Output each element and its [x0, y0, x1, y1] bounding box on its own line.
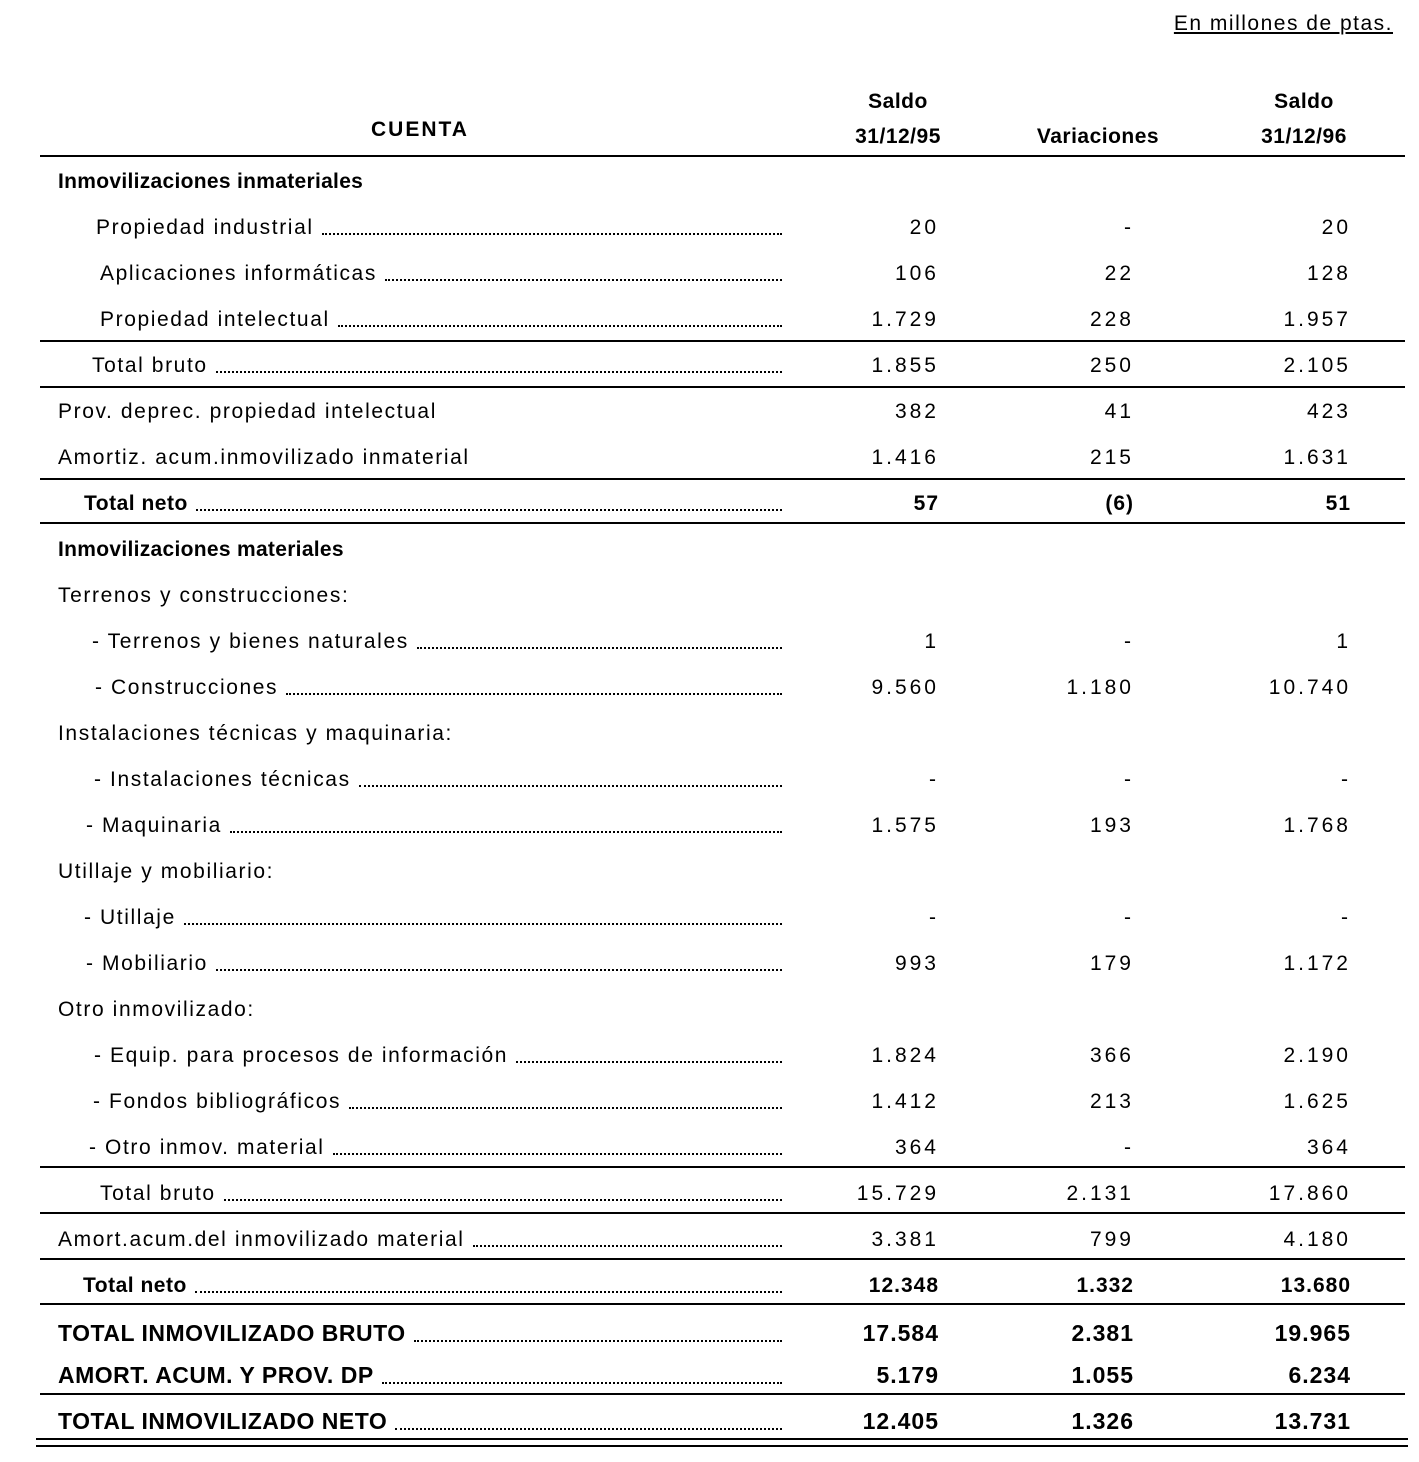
- table-rule: [40, 522, 1405, 524]
- table-row: [0, 712, 1419, 758]
- row-value-c2: 179: [1089, 952, 1134, 975]
- table-row: [0, 804, 1419, 850]
- row-value-c2: (6): [1105, 492, 1134, 515]
- row-value-c2: -: [1124, 630, 1134, 653]
- table-row: [0, 1080, 1419, 1126]
- row-label-text: Instalaciones técnicas y maquinaria:: [58, 722, 453, 745]
- row-value-c1: 3.381: [871, 1228, 939, 1251]
- row-value-c1: 5.179: [876, 1362, 939, 1388]
- table-row: [0, 436, 1419, 482]
- row-label: [58, 952, 782, 976]
- row-label-text: Propiedad intelectual: [100, 308, 330, 331]
- dot-leader: [473, 1245, 782, 1247]
- row-label-text: - Otro inmov. material: [89, 1136, 325, 1159]
- row-label: [58, 676, 782, 700]
- table-rule: [40, 1212, 1405, 1214]
- row-value-c3: 1.172: [1283, 952, 1351, 975]
- table-row: [0, 1352, 1419, 1398]
- row-value-c1: 1.824: [871, 1044, 939, 1067]
- header-col3-line2: 31/12/96: [1261, 125, 1347, 148]
- row-label-text: Otro inmovilizado:: [58, 998, 255, 1021]
- dot-leader: [359, 785, 782, 787]
- row-value-c1: 17.584: [862, 1320, 939, 1346]
- table-row: [0, 344, 1419, 390]
- dot-leader: [216, 371, 782, 373]
- row-value-c3: 364: [1306, 1136, 1351, 1159]
- row-label-text: Total bruto: [100, 1182, 216, 1205]
- row-value-c1: 57: [913, 492, 939, 515]
- row-value-c3: 6.234: [1288, 1362, 1351, 1388]
- row-value-c3: 1.768: [1283, 814, 1351, 837]
- table-rule: [40, 340, 1405, 342]
- dot-leader: [286, 693, 782, 695]
- row-value-c1: 364: [894, 1136, 939, 1159]
- row-value-c2: -: [1124, 906, 1134, 929]
- row-value-c1: 1: [924, 630, 939, 653]
- header-col2: Variaciones: [1036, 125, 1160, 148]
- row-value-c1: 15.729: [856, 1182, 939, 1205]
- row-label: [58, 400, 782, 424]
- table-rule: [40, 155, 1405, 157]
- header-col1-line1: Saldo: [868, 90, 928, 113]
- row-label: [58, 1408, 782, 1435]
- row-label-text: - Utillaje: [84, 906, 176, 929]
- row-value-c3: 51: [1325, 492, 1351, 515]
- row-value-c1: 12.405: [862, 1408, 939, 1434]
- row-label-text: Total bruto: [92, 354, 208, 377]
- row-value-c2: -: [1124, 1136, 1134, 1159]
- row-value-c1: 1.412: [871, 1090, 939, 1113]
- row-label-text: Amort.acum.del inmovilizado material: [58, 1228, 465, 1251]
- row-value-c1: 1.729: [871, 308, 939, 331]
- table-row: [0, 942, 1419, 988]
- row-value-c2: 1.055: [1071, 1362, 1134, 1388]
- row-value-c2: 2.131: [1066, 1182, 1134, 1205]
- table-row: [0, 896, 1419, 942]
- row-label-text: Propiedad industrial: [96, 216, 314, 239]
- row-label: [58, 584, 782, 608]
- row-value-c3: -: [1341, 906, 1351, 929]
- row-value-c2: 1.326: [1071, 1408, 1134, 1434]
- row-value-c2: 213: [1089, 1090, 1134, 1113]
- dot-leader: [414, 1340, 782, 1342]
- table-row: [0, 620, 1419, 666]
- row-value-c3: 13.680: [1280, 1274, 1351, 1297]
- table-row: [0, 206, 1419, 252]
- dot-leader: [224, 1199, 782, 1201]
- row-value-c3: 2.190: [1283, 1044, 1351, 1067]
- table-rule: [40, 386, 1405, 388]
- row-label: [58, 1274, 782, 1298]
- row-label: [58, 860, 782, 884]
- double-rule: [36, 1438, 1408, 1447]
- row-label-text: Amortiz. acum.inmovilizado inmaterial: [58, 446, 470, 469]
- row-value-c2: 41: [1104, 400, 1134, 423]
- dot-leader: [395, 1428, 782, 1430]
- row-label-text: TOTAL INMOVILIZADO NETO: [58, 1408, 388, 1434]
- row-label-text: Aplicaciones informáticas: [100, 262, 377, 285]
- row-label-text: - Fondos bibliográficos: [93, 1090, 342, 1113]
- row-label-text: Total neto: [84, 492, 188, 515]
- row-value-c1: 1.416: [871, 446, 939, 469]
- row-label-text: - Terrenos y bienes naturales: [92, 630, 409, 653]
- row-value-c2: -: [1124, 768, 1134, 791]
- row-value-c3: 19.965: [1274, 1320, 1351, 1346]
- row-value-c3: 10.740: [1268, 676, 1351, 699]
- table-row: [0, 1034, 1419, 1080]
- table-rule: [40, 1303, 1405, 1305]
- row-value-c1: 993: [894, 952, 939, 975]
- row-value-c1: -: [929, 906, 939, 929]
- dot-leader: [230, 831, 782, 833]
- row-label: [58, 998, 782, 1022]
- header-cuenta: CUENTA: [371, 118, 469, 141]
- table-row: [0, 160, 1419, 206]
- table-row: [0, 666, 1419, 712]
- units-note: En millones de ptas.: [1173, 12, 1393, 35]
- row-label-text: Terrenos y construcciones:: [58, 584, 350, 607]
- row-value-c3: 17.860: [1268, 1182, 1351, 1205]
- dot-leader: [184, 923, 782, 925]
- row-label: [58, 354, 782, 378]
- dot-leader: [382, 1382, 782, 1384]
- row-value-c3: -: [1341, 768, 1351, 791]
- row-value-c1: 106: [894, 262, 939, 285]
- row-value-c3: 128: [1306, 262, 1351, 285]
- table-row: [0, 1310, 1419, 1356]
- dot-leader: [195, 1291, 782, 1293]
- table-rule: [40, 478, 1405, 480]
- row-value-c1: 1.575: [871, 814, 939, 837]
- row-label: [58, 722, 782, 746]
- row-label: [58, 262, 782, 286]
- row-value-c2: 2.381: [1071, 1320, 1134, 1346]
- row-label: [58, 630, 782, 654]
- table-row: [0, 850, 1419, 896]
- row-label: [58, 1044, 782, 1068]
- table-row: [0, 298, 1419, 344]
- row-label-text: Inmovilizaciones materiales: [58, 538, 344, 561]
- row-label-text: Utillaje y mobiliario:: [58, 860, 275, 883]
- row-label: [58, 492, 782, 516]
- row-value-c3: 13.731: [1274, 1408, 1351, 1434]
- row-label: [58, 170, 782, 194]
- row-value-c2: 1.332: [1076, 1274, 1134, 1297]
- row-value-c2: 799: [1089, 1228, 1134, 1251]
- row-value-c2: 193: [1089, 814, 1134, 837]
- row-label-text: AMORT. ACUM. Y PROV. DP: [58, 1362, 374, 1388]
- table-row: [0, 988, 1419, 1034]
- row-value-c3: 20: [1321, 216, 1351, 239]
- row-label-text: - Equip. para procesos de información: [94, 1044, 509, 1067]
- table-row: [0, 252, 1419, 298]
- header-col1-line2: 31/12/95: [855, 125, 941, 148]
- row-label: [58, 446, 782, 470]
- row-label: [58, 1136, 782, 1160]
- row-label-text: Inmovilizaciones inmateriales: [58, 170, 364, 193]
- row-label: [58, 1228, 782, 1252]
- row-value-c2: 228: [1089, 308, 1134, 331]
- row-value-c2: 366: [1089, 1044, 1134, 1067]
- dot-leader: [516, 1061, 782, 1063]
- table-row: [0, 528, 1419, 574]
- row-label-text: TOTAL INMOVILIZADO BRUTO: [58, 1320, 406, 1346]
- table-rule: [40, 1166, 1405, 1168]
- table-row: [0, 390, 1419, 436]
- row-value-c2: 22: [1104, 262, 1134, 285]
- row-value-c1: 12.348: [868, 1274, 939, 1297]
- row-value-c1: 9.560: [871, 676, 939, 699]
- row-value-c2: -: [1124, 216, 1134, 239]
- row-label: [58, 538, 782, 562]
- row-label-text: - Maquinaria: [86, 814, 222, 837]
- row-label: [58, 1182, 782, 1206]
- row-value-c3: 2.105: [1283, 354, 1351, 377]
- dot-leader: [417, 647, 782, 649]
- row-value-c3: 4.180: [1283, 1228, 1351, 1251]
- dot-leader: [385, 279, 782, 281]
- row-label-text: Total neto: [83, 1274, 187, 1297]
- row-label: [58, 1320, 782, 1347]
- row-value-c3: 1: [1336, 630, 1351, 653]
- row-value-c2: 1.180: [1066, 676, 1134, 699]
- row-label: [58, 814, 782, 838]
- row-label-text: - Instalaciones técnicas: [94, 768, 351, 791]
- dot-leader: [333, 1153, 782, 1155]
- row-label: [58, 216, 782, 240]
- row-label-text: - Mobiliario: [86, 952, 208, 975]
- row-label: [58, 1090, 782, 1114]
- dot-leader: [338, 325, 782, 327]
- row-value-c3: 1.631: [1283, 446, 1351, 469]
- row-value-c3: 1.957: [1283, 308, 1351, 331]
- dot-leader: [196, 509, 782, 511]
- row-value-c2: 215: [1089, 446, 1134, 469]
- row-label: [58, 906, 782, 930]
- row-value-c1: 382: [894, 400, 939, 423]
- dot-leader: [349, 1107, 782, 1109]
- table-rule: [40, 1393, 1405, 1395]
- row-label: [58, 1362, 782, 1389]
- row-value-c1: 1.855: [871, 354, 939, 377]
- row-value-c1: 20: [909, 216, 939, 239]
- row-value-c3: 1.625: [1283, 1090, 1351, 1113]
- table-rule: [40, 1258, 1405, 1260]
- row-label-text: Prov. deprec. propiedad intelectual: [58, 400, 437, 423]
- table-row: [0, 574, 1419, 620]
- row-label: [58, 768, 782, 792]
- row-value-c2: 250: [1089, 354, 1134, 377]
- row-value-c3: 423: [1306, 400, 1351, 423]
- row-label-text: - Construcciones: [95, 676, 279, 699]
- row-value-c1: -: [929, 768, 939, 791]
- row-label: [58, 308, 782, 332]
- dot-leader: [322, 233, 782, 235]
- dot-leader: [216, 969, 782, 971]
- header-col3-line1: Saldo: [1274, 90, 1334, 113]
- table-row: [0, 758, 1419, 804]
